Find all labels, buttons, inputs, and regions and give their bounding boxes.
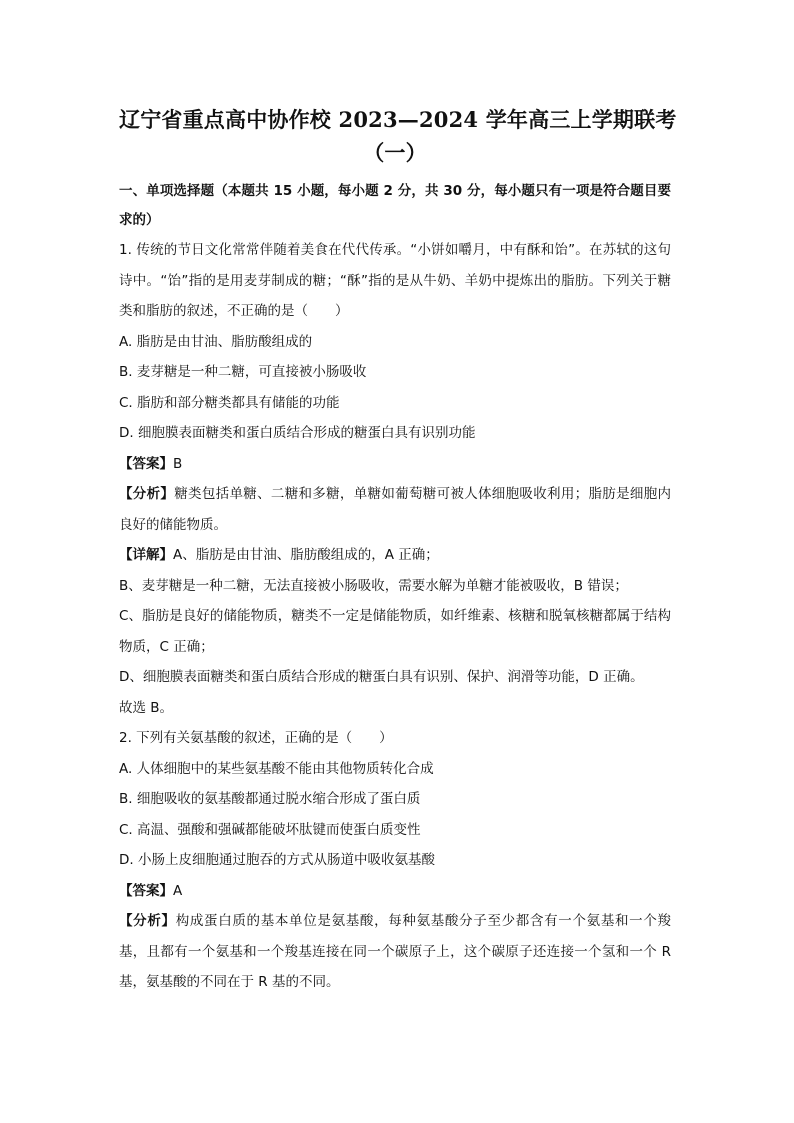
analysis-text: 糖类包括单糖、二糖和多糖，单糖如葡萄糖可被人体细胞吸收利用；脂肪是细胞内良好的储能物质。 [119,486,672,533]
question-1-conclusion: 故选 B。 [119,699,174,716]
question-2-stem: 2. 下列有关氨基酸的叙述，正确的是（ ） [119,730,393,746]
question-1-detail-a [119,540,671,571]
document-title-line-1: 辽宁省重点高中协作校 2023—2024 学年高三上学期联考 [119,107,677,132]
question-2-answer [119,876,671,907]
answer-value: B [173,455,183,472]
question-1-option-c: C. 脂肪和部分糖类都具有储能的功能 [119,394,340,411]
question-1-answer [119,449,671,480]
question-1-option-a: A. 脂肪是由甘油、脂肪酸组成的 [119,333,313,350]
question-2-option-d: D. 小肠上皮细胞通过胞吞的方式从肠道中吸收氨基酸 [119,852,435,868]
analysis-tag: 【分析】 [119,486,175,502]
analysis-text: 构成蛋白质的基本单位是氨基酸，每种氨基酸分子至少都含有一个氨基和一个羧基，且都有一个氨基和一个羧基连接在同一个碳原子上，这个碳原子还连接一个氢和一个 R 基，氨基酸的不同在于 R 基的不同。 [119,913,672,990]
analysis-tag: 【分析】 [119,913,176,929]
question-2-option-b: B. 细胞吸收的氨基酸都通过脱水缩合形成了蛋白质 [119,791,421,807]
question-1-stem: 1. 传统的节日文化常常伴随着美食在代代传承。“小饼如嚼月，中有酥和饴”。在苏轼的这句诗中。“饴”指的是用麦芽制成的糖；“酥”指的是从牛奶、羊奶中提炼出的脂肪。下列关于糖类和脂肪的叙述，不正确的是（ ） [119,242,671,319]
answer-tag: 【答案】 [119,882,173,899]
detail-line-a: A、脂肪是由甘油、脂肪酸组成的，A 正确； [173,547,439,563]
question-2-option-c: C. 高温、强酸和强碱都能破坏肽键而使蛋白质变性 [119,821,421,838]
question-2-option-a: A. 人体细胞中的某些氨基酸不能由其他物质转化合成 [119,760,434,777]
question-2 [119,723,671,998]
answer-tag: 【答案】 [119,455,173,472]
question-1-option-d: D. 细胞膜表面糖类和蛋白质结合形成的糖蛋白具有识别功能 [119,425,476,441]
question-1 [119,235,671,723]
question-1-detail-b: B、麦芽糖是一种二糖，无法直接被小肠吸收，需要水解为单糖才能被吸收，B 错误； [119,577,628,594]
document-title-line-2: （一） [363,140,427,165]
question-1-option-b: B. 麦芽糖是一种二糖，可直接被小肠吸收 [119,364,367,380]
answer-value: A [173,882,183,899]
detail-tag: 【详解】 [119,547,173,563]
question-1-detail-d: D、细胞膜表面糖类和蛋白质结合形成的糖蛋白具有识别、保护、润滑等功能，D 正确。 [119,669,644,685]
document-title [119,103,677,169]
section-heading: 一、单项选择题（本题共 15 小题，每小题 2 分，共 30 分，每小题只有一项是符合题目要求的） [119,183,671,228]
page-content [119,103,677,998]
question-1-detail-c: C、脂肪是良好的储能物质，糖类不一定是储能物质，如纤维素、核糖和脱氧核糖都属于结构物质，C 正确； [119,608,671,655]
question-2-analysis [119,906,671,998]
question-1-analysis [119,479,671,540]
